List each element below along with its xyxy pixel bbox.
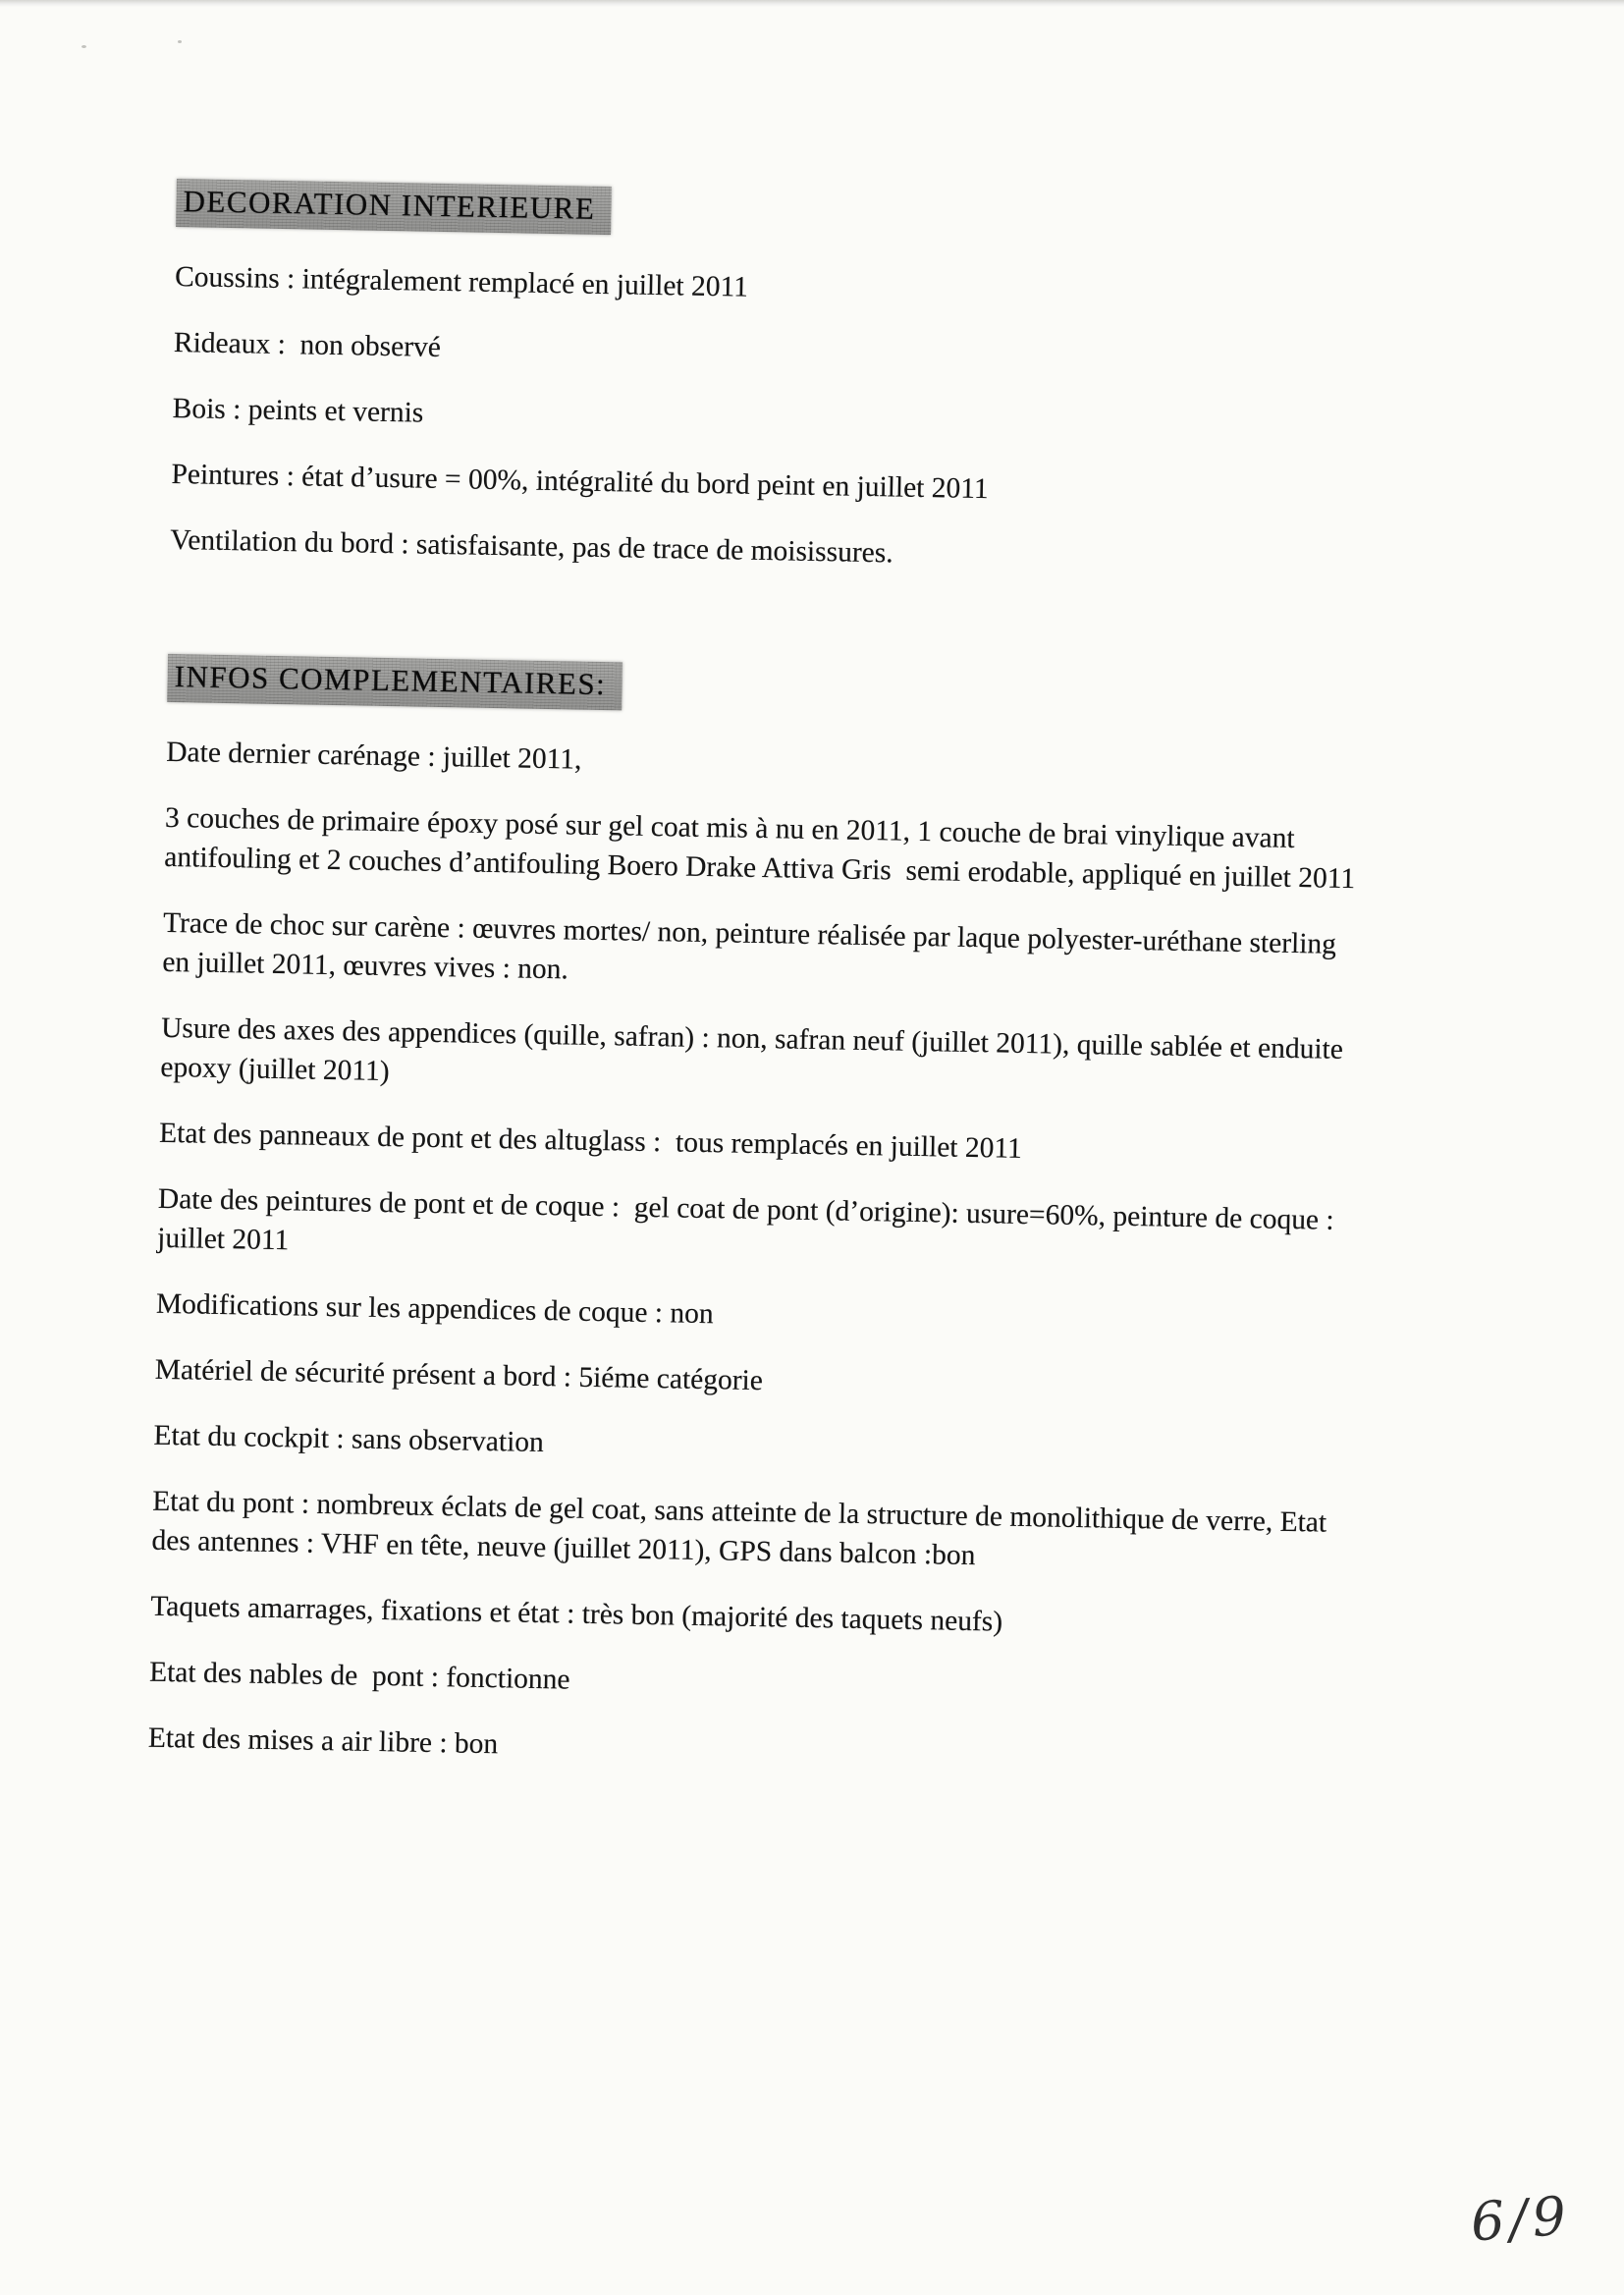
survey-line-trace-choc: Trace de choc sur carène : œuvres mortes/ non, peinture réalisée par laque polyester-uréthane sterling en juillet 2011, œuvres vives : non. xyxy=(162,906,1337,986)
section-title-decoration-interieure: DECORATION INTERIEURE xyxy=(176,179,612,235)
survey-line-taquets: Taquets amarrages, fixations et état : très bon (majorité des taquets neufs) xyxy=(150,1590,1003,1638)
survey-line-mises-air-libre: Etat des mises a air libre : bon xyxy=(147,1721,499,1761)
survey-line-etat-cockpit: Etat du cockpit : sans observation xyxy=(153,1419,545,1459)
survey-line-materiel-securite: Matériel de sécurité présent a bord : 5iéme catégorie xyxy=(154,1353,764,1397)
scan-speck xyxy=(178,40,182,43)
survey-line-peintures: Peintures : état d’usure = 00%, intégralité du bord peint en juillet 2011 xyxy=(171,458,989,506)
section-decoration-interieure xyxy=(176,179,1559,252)
section-infos-complementaires xyxy=(167,654,1550,728)
handwritten-page-number: 6/9 xyxy=(1468,2184,1573,2254)
survey-line-rideaux: Rideaux : non observé xyxy=(173,326,442,363)
survey-line-ventilation: Ventilation du bord : satisfaisante, pas de trace de moisissures. xyxy=(169,523,893,570)
scan-edge-artifact xyxy=(0,0,1624,7)
survey-line-bois: Bois : peints et vernis xyxy=(172,392,424,429)
survey-line-date-carenage: Date dernier carénage : juillet 2011, xyxy=(166,736,582,776)
survey-line-coussins: Coussins : intégralement remplacé en juillet 2011 xyxy=(174,260,749,303)
section-title-infos-complementaires: INFOS COMPLEMENTAIRES: xyxy=(167,654,622,710)
survey-line-date-peintures: Date des peintures de pont et de coque : gel coat de pont (d’origine): usure=60%, peinture de coque : juillet 2011 xyxy=(156,1182,1334,1257)
survey-line-usure-axes: Usure des axes des appendices (quille, safran) : non, safran neuf (juillet 2011), quille sablée et enduite epoxy (juillet 2011) xyxy=(160,1011,1344,1088)
survey-line-modifications: Modifications sur les appendices de coque : non xyxy=(155,1287,714,1331)
scan-speck xyxy=(81,45,86,48)
survey-line-panneaux-pont: Etat des panneaux de pont et des altuglass : tous remplacés en juillet 2011 xyxy=(158,1117,1023,1165)
survey-line-nables: Etat des nables de pont : fonctionne xyxy=(148,1656,570,1696)
document-body xyxy=(147,179,1559,1810)
survey-line-couches-primaire: 3 couches de primaire époxy posé sur gel coat mis à nu en 2011, 1 couche de brai vinylique avant antifouling et 2 couches d’antifouling Boero Drake Attiva Gris semi erodable, appliqué en juillet 2011 xyxy=(164,801,1356,896)
survey-line-etat-pont: Etat du pont : nombreux éclats de gel coat, sans atteinte de la structure de monolithique de verre, Etat des antennes : VHF en tête, neuve (juillet 2011), GPS dans balcon :bon xyxy=(151,1485,1327,1572)
